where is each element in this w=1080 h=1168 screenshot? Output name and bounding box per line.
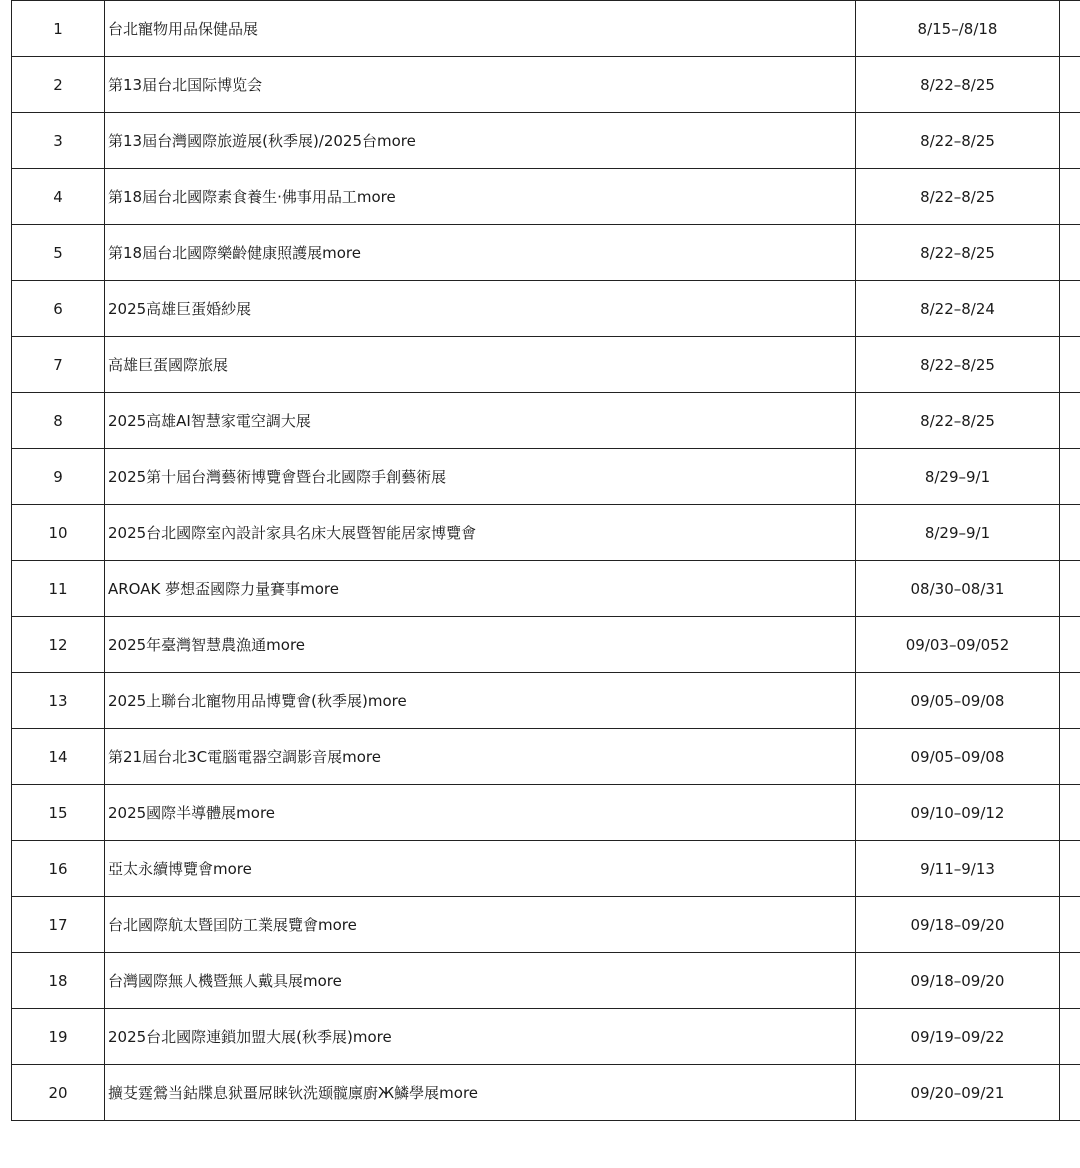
table-row	[12, 561, 1080, 617]
table-row	[12, 673, 1080, 729]
extra-cell	[1060, 225, 1080, 281]
row-number: 16	[12, 841, 105, 897]
row-number: 6	[12, 281, 105, 337]
row-number: 17	[12, 897, 105, 953]
extra-cell	[1060, 673, 1080, 729]
row-number: 9	[12, 449, 105, 505]
row-number: 2	[12, 57, 105, 113]
row-number: 4	[12, 169, 105, 225]
table-row	[12, 505, 1080, 561]
extra-cell	[1060, 785, 1080, 841]
extra-cell	[1060, 57, 1080, 113]
exhibition-name: 台灣國際無人機暨無人戴具展more	[105, 953, 856, 1009]
row-number: 14	[12, 729, 105, 785]
extra-cell	[1060, 897, 1080, 953]
extra-cell	[1060, 449, 1080, 505]
extra-cell	[1060, 169, 1080, 225]
table-row	[12, 449, 1080, 505]
exhibition-name: 2025第十屆台灣藝術博覽會暨台北國際手創藝術展	[105, 449, 856, 505]
exhibition-date: 09/05–09/08	[856, 673, 1060, 729]
table-row	[12, 113, 1080, 169]
exhibition-date: 8/22–8/25	[856, 57, 1060, 113]
table-body	[12, 1, 1080, 1121]
table-row	[12, 1065, 1080, 1121]
exhibition-name: 擴芟霆鶯当鈷牒息狱畺屌睐钬洗颋髋廪廚Ж鱗學展more	[105, 1065, 856, 1121]
exhibition-date: 09/18–09/20	[856, 897, 1060, 953]
table-row	[12, 57, 1080, 113]
table-row	[12, 393, 1080, 449]
exhibition-name: 2025高雄AI智慧家電空調大展	[105, 393, 856, 449]
exhibition-name: 2025年臺灣智慧農漁通more	[105, 617, 856, 673]
table-row	[12, 953, 1080, 1009]
exhibition-name: 台北寵物用品保健品展	[105, 1, 856, 57]
extra-cell	[1060, 337, 1080, 393]
row-number: 8	[12, 393, 105, 449]
exhibition-date: 8/22–8/25	[856, 113, 1060, 169]
exhibition-date: 8/22–8/24	[856, 281, 1060, 337]
table-row	[12, 1, 1080, 57]
table-row	[12, 785, 1080, 841]
extra-cell	[1060, 393, 1080, 449]
row-number: 13	[12, 673, 105, 729]
exhibition-date: 09/18–09/20	[856, 953, 1060, 1009]
table-row	[12, 225, 1080, 281]
extra-cell	[1060, 841, 1080, 897]
exhibition-date: 8/29–9/1	[856, 505, 1060, 561]
exhibition-date: 09/05–09/08	[856, 729, 1060, 785]
exhibition-name: 高雄巨蛋國際旅展	[105, 337, 856, 393]
extra-cell	[1060, 617, 1080, 673]
row-number: 10	[12, 505, 105, 561]
extra-cell	[1060, 113, 1080, 169]
row-number: 20	[12, 1065, 105, 1121]
exhibition-name: AROAK 夢想盃國際力量賽事more	[105, 561, 856, 617]
exhibition-date: 8/22–8/25	[856, 393, 1060, 449]
exhibition-name: 台北國際航太暨囯防工業展覽會more	[105, 897, 856, 953]
row-number: 12	[12, 617, 105, 673]
exhibition-name: 2025上聯台北寵物用品博覽會(秋季展)more	[105, 673, 856, 729]
extra-cell	[1060, 1009, 1080, 1065]
exhibition-date: 09/10–09/12	[856, 785, 1060, 841]
table-row	[12, 337, 1080, 393]
exhibition-name: 第21屆台北3C電腦電器空調影音展more	[105, 729, 856, 785]
row-number: 5	[12, 225, 105, 281]
row-number: 19	[12, 1009, 105, 1065]
exhibition-name: 第13届台北国际博览会	[105, 57, 856, 113]
extra-cell	[1060, 505, 1080, 561]
exhibition-name: 2025國際半導體展more	[105, 785, 856, 841]
extra-cell	[1060, 561, 1080, 617]
row-number: 7	[12, 337, 105, 393]
exhibition-name: 第18屆台北國際樂齡健康照護展more	[105, 225, 856, 281]
extra-cell	[1060, 729, 1080, 785]
exhibition-date: 09/03–09/052	[856, 617, 1060, 673]
exhibition-date: 08/30–08/31	[856, 561, 1060, 617]
table-row	[12, 281, 1080, 337]
table-row	[12, 617, 1080, 673]
exhibition-date: 8/22–8/25	[856, 337, 1060, 393]
extra-cell	[1060, 953, 1080, 1009]
exhibition-name: 第18屆台北國際素食養生‧佛事用品工more	[105, 169, 856, 225]
extra-cell	[1060, 1, 1080, 57]
row-number: 18	[12, 953, 105, 1009]
table-row	[12, 169, 1080, 225]
exhibition-name: 第13屆台灣國際旅遊展(秋季展)/2025台more	[105, 113, 856, 169]
row-number: 3	[12, 113, 105, 169]
exhibition-date: 8/29–9/1	[856, 449, 1060, 505]
table-row	[12, 897, 1080, 953]
table-row	[12, 841, 1080, 897]
row-number: 15	[12, 785, 105, 841]
exhibition-date: 8/22–8/25	[856, 169, 1060, 225]
table-row	[12, 729, 1080, 785]
row-number: 11	[12, 561, 105, 617]
exhibition-name: 2025台北國際室內設計家具名床大展暨智能居家博覽會	[105, 505, 856, 561]
table-row	[12, 1009, 1080, 1065]
exhibition-table	[11, 0, 1080, 1121]
extra-cell	[1060, 1065, 1080, 1121]
exhibition-date: 8/22–8/25	[856, 225, 1060, 281]
exhibition-name: 亞太永續博覽會more	[105, 841, 856, 897]
exhibition-date: 9/11–9/13	[856, 841, 1060, 897]
exhibition-date: 09/20–09/21	[856, 1065, 1060, 1121]
exhibition-schedule-sheet	[11, 0, 1080, 1168]
exhibition-date: 09/19–09/22	[856, 1009, 1060, 1065]
exhibition-date: 8/15–/8/18	[856, 1, 1060, 57]
row-number: 1	[12, 1, 105, 57]
exhibition-name: 2025高雄巨蛋婚紗展	[105, 281, 856, 337]
extra-cell	[1060, 281, 1080, 337]
exhibition-name: 2025台北國際連鎖加盟大展(秋季展)more	[105, 1009, 856, 1065]
